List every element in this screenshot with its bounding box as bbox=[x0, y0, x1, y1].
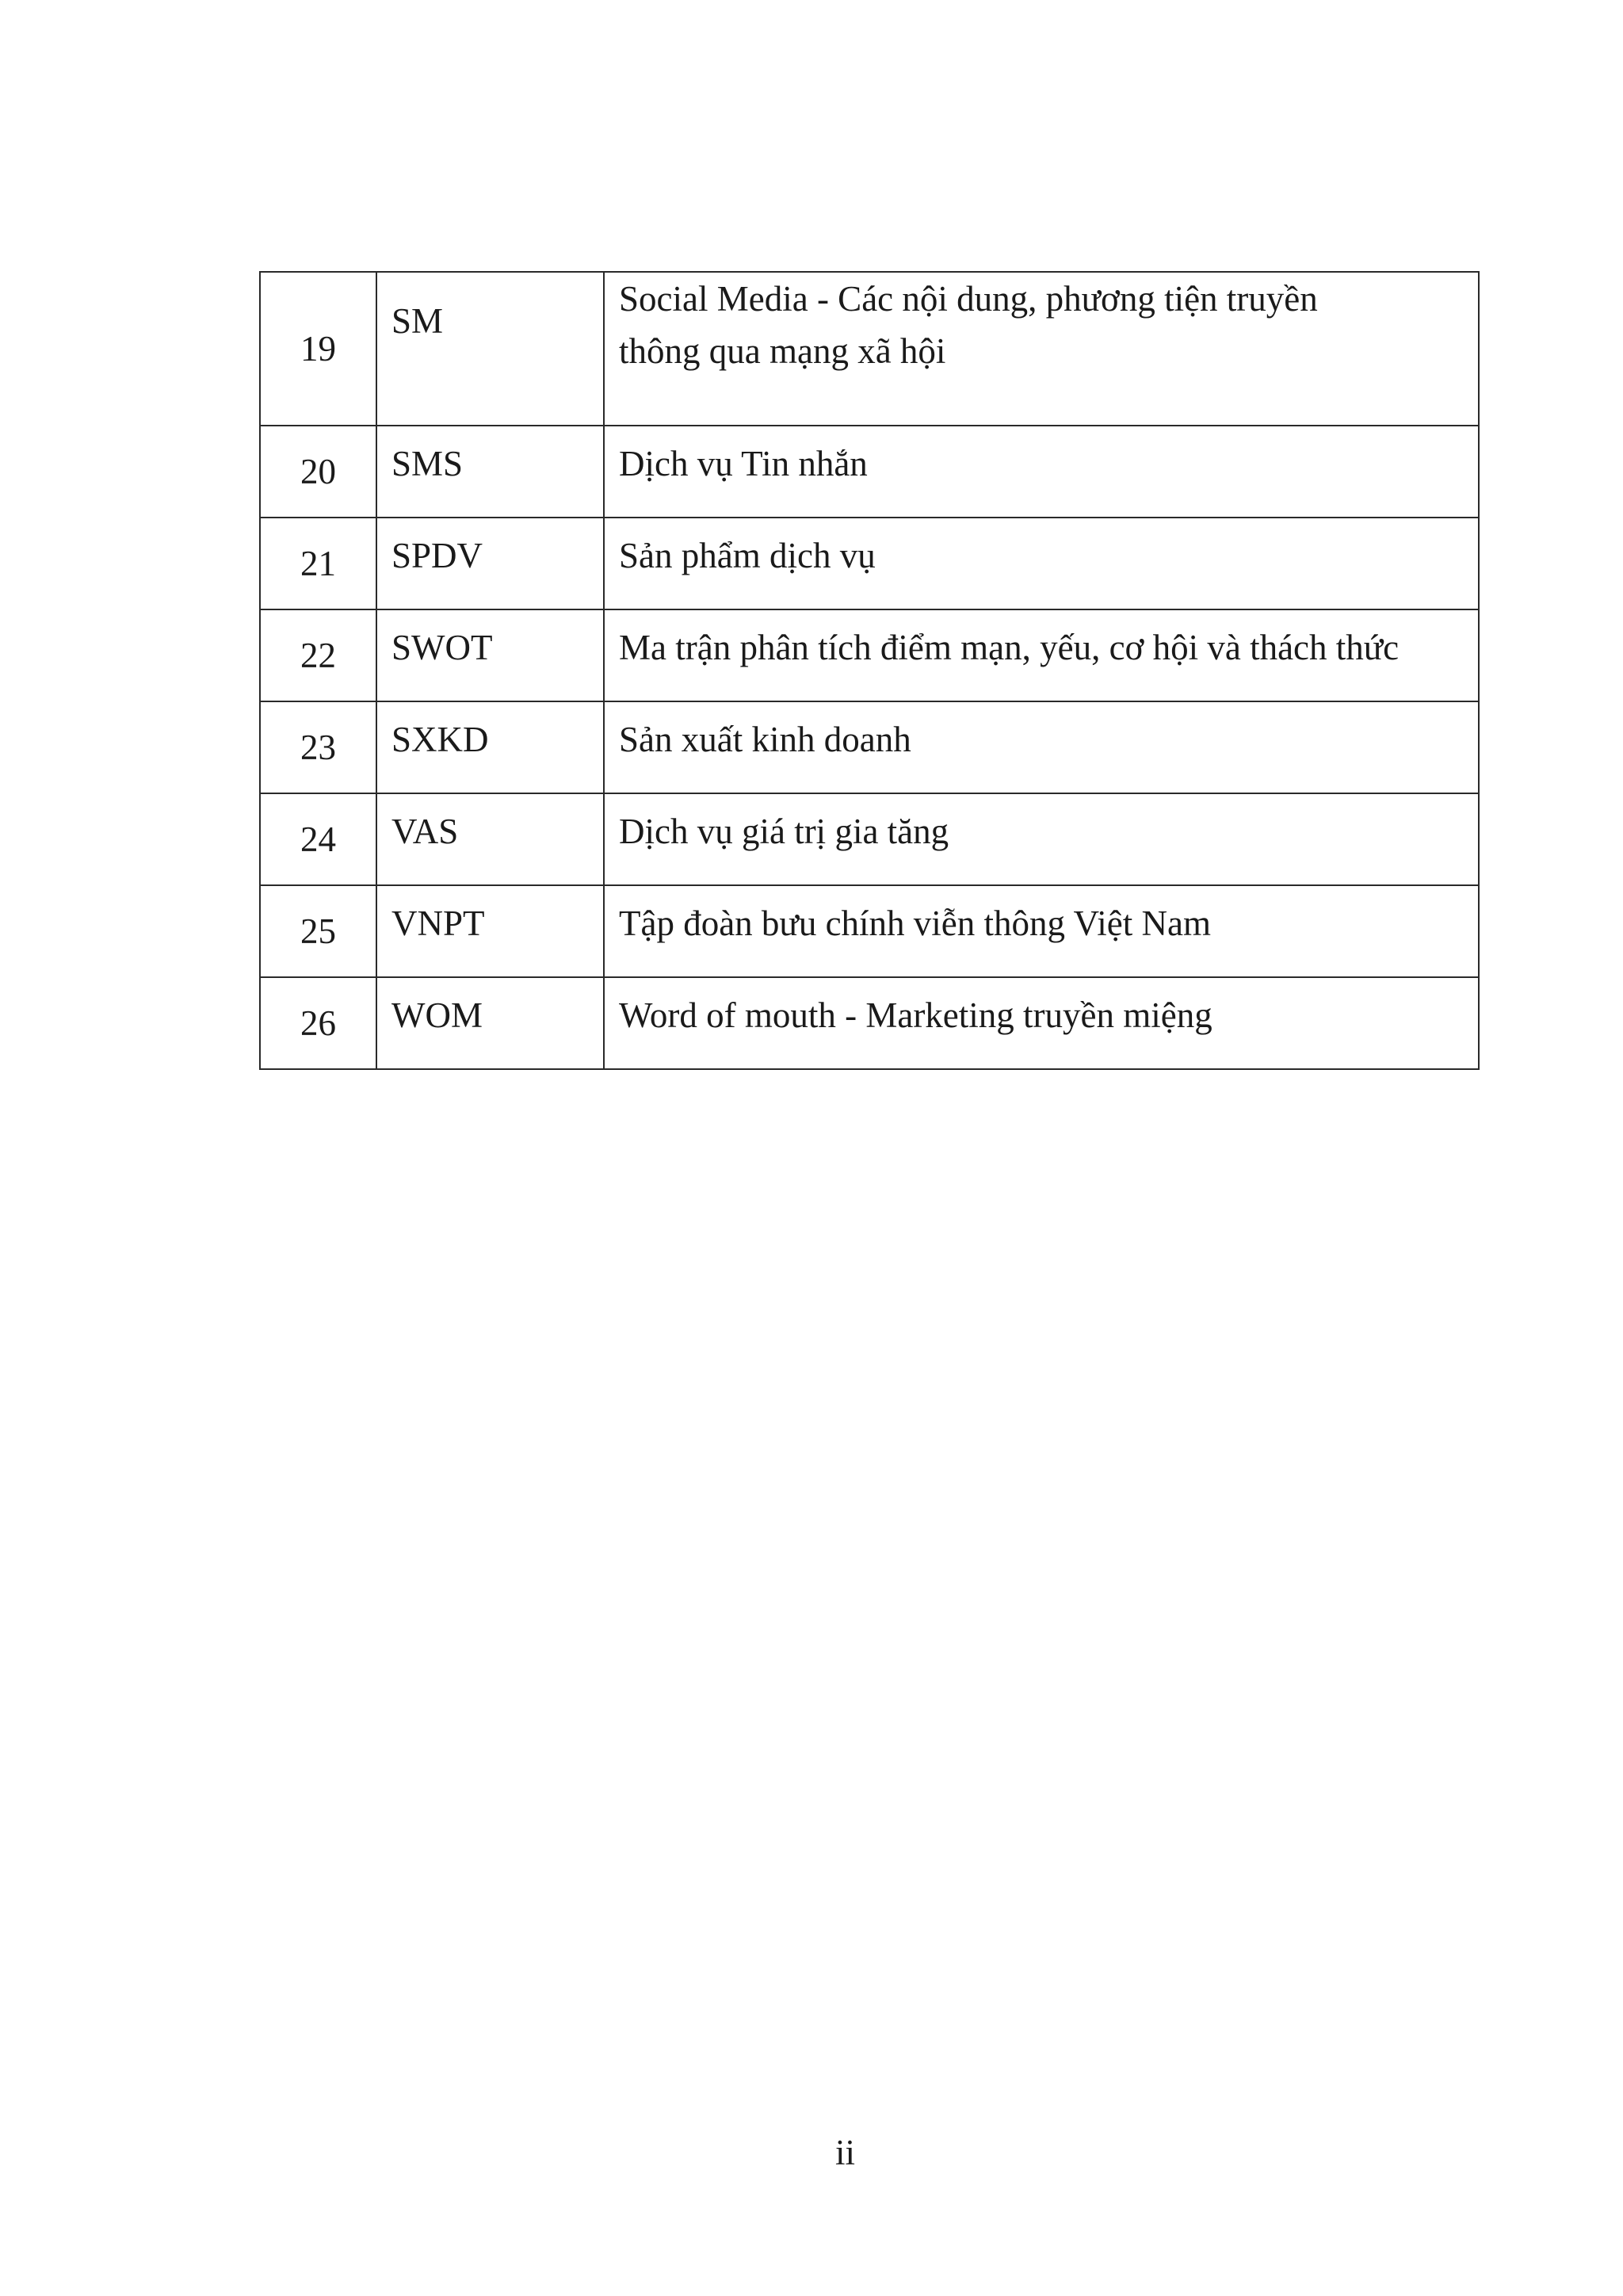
table-row bbox=[260, 272, 1479, 426]
description: Sản phẩm dịch vụ bbox=[604, 518, 1479, 609]
abbreviation: SM bbox=[376, 272, 604, 426]
abbreviation: VAS bbox=[376, 793, 604, 885]
table-row bbox=[260, 426, 1479, 518]
description-text: Social Media - Các nội dung, phương tiện truyền thông qua mạng xã hội bbox=[619, 279, 1318, 371]
row-number: 20 bbox=[260, 426, 376, 518]
description: Ma trận phân tích điểm mạn, yếu, cơ hội và thách thức bbox=[604, 609, 1479, 701]
table-row bbox=[260, 701, 1479, 793]
description: Dịch vụ giá trị gia tăng bbox=[604, 793, 1479, 885]
row-number: 23 bbox=[260, 701, 376, 793]
row-number: 21 bbox=[260, 518, 376, 609]
abbreviation: SPDV bbox=[376, 518, 604, 609]
table-row bbox=[260, 977, 1479, 1069]
row-number: 22 bbox=[260, 609, 376, 701]
row-number: 24 bbox=[260, 793, 376, 885]
description: Tập đoàn bưu chính viễn thông Việt Nam bbox=[604, 885, 1479, 977]
table-row bbox=[260, 793, 1479, 885]
row-number: 26 bbox=[260, 977, 376, 1069]
table-row bbox=[260, 518, 1479, 609]
description: Dịch vụ Tin nhắn bbox=[604, 426, 1479, 518]
abbreviation-table bbox=[259, 271, 1480, 1070]
row-number: 19 bbox=[260, 272, 376, 426]
abbreviation: SWOT bbox=[376, 609, 604, 701]
description bbox=[604, 272, 1479, 426]
description: Word of mouth - Marketing truyền miệng bbox=[604, 977, 1479, 1069]
abbreviation: SXKD bbox=[376, 701, 604, 793]
abbreviation: WOM bbox=[376, 977, 604, 1069]
description: Sản xuất kinh doanh bbox=[604, 701, 1479, 793]
page-number: ii bbox=[835, 2133, 856, 2172]
table-row bbox=[260, 609, 1479, 701]
abbreviation: SMS bbox=[376, 426, 604, 518]
abbreviation: VNPT bbox=[376, 885, 604, 977]
table-row bbox=[260, 885, 1479, 977]
row-number: 25 bbox=[260, 885, 376, 977]
